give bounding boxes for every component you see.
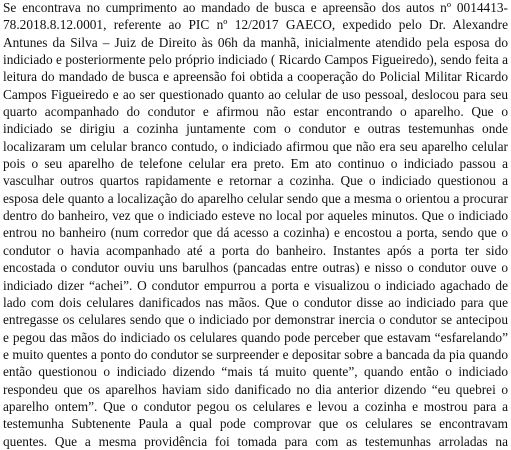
text-line: aparelho ontem”. Que o condutor pegou os celulares e levou a cozinha e mostrou para a — [3, 398, 508, 414]
text-line: condutor o havia acompanhado até a porta do banheiro. Instantes após a porta ter sido — [3, 242, 508, 258]
document-body-paragraph — [3, 0, 508, 450]
text-line: vasculhar outros quartos rapidamente e retornar a cozinha. Que o indiciado questionou a — [3, 173, 508, 189]
text-line: Se encontrava no cumprimento ao mandado de busca e apreensão dos autos nº 0014413- — [3, 0, 508, 15]
text-line: quarto acompanhado do condutor e afirmou não estar encontrando o aparelho. Que o — [3, 104, 508, 120]
text-line: lado com dois celulares danificados nas mãos. Que o condutor disse ao indiciado para que — [3, 294, 508, 310]
text-line: leitura do mandado de busca e apreensão foi obtida a cooperação do Policial Militar Ricardo — [3, 69, 508, 85]
text-line: respondeu que os aparelhos haviam sido danificado no dia anterior dizendo “eu quebrei o — [3, 381, 508, 397]
text-line: quentes. Que a mesma providência foi tomada para com as testemunhas arroladas na — [3, 433, 508, 449]
text-line: indiciado dizer “achei”. O condutor empurrou a porta e visualizou o indiciado agachado de — [3, 277, 508, 293]
text-line: localizaram um celular branco contudo, o indiciado afirmou que não era seu aparelho celular — [3, 138, 508, 154]
text-line: entrou no banheiro (num corredor que dá acesso a cozinha) e encostou a porta, sendo que o — [3, 225, 508, 241]
text-line: esposa dele quanto a localização do aparelho celular sendo que a mesma o orientou a procurar — [3, 190, 508, 206]
text-line: entregasse os celulares sendo que o indiciado por demonstrar inercia o condutor se antecipou — [3, 312, 508, 328]
text-line: 78.2018.8.12.0001, referente ao PIC nº 12/2017 GAECO, expedido pelo Dr. Alexandre — [3, 17, 508, 33]
text-line: então questionou o indiciado dizendo “mais tá muito quente”, quando então o indiciado — [3, 364, 508, 380]
text-line: dentro do banheiro, vez que o indiciado esteve no local por aqueles minutos. Que o indiciado — [3, 208, 508, 224]
text-line: Antunes da Silva – Juiz de Direito às 06h da manhã, inicialmente atendido pela esposa do — [3, 34, 508, 50]
text-line: indiciado se dirigiu a cozinha juntamente com o condutor e outras testemunhas onde — [3, 121, 508, 137]
text-line: Campos Figueiredo e ao ser questionado quanto ao celular de uso pessoal, deslocou para seu — [3, 86, 508, 102]
text-line: pois o seu aparelho de telefone celular era preto. Em ato continuo o indiciado passou a — [3, 156, 508, 172]
text-line: e pegou das mãos do indiciado os celulares quando pode perceber que estavam “esfarelando” — [3, 329, 508, 345]
text-line: encostada o condutor ouviu uns barulhos (pancadas entre outras) e nisso o condutor ouve o — [3, 260, 508, 276]
text-line: indiciado e posteriormente pelo próprio indiciado ( Ricardo Campos Figueiredo), sendo feita a — [3, 52, 508, 68]
text-line: e muito quentes a ponto do condutor se surpreender e depositar sobre a bancada da pia quando — [3, 346, 508, 362]
text-line: testemunha Subtenente Paula a qual pode comprovar que os celulares se encontravam — [3, 416, 508, 432]
